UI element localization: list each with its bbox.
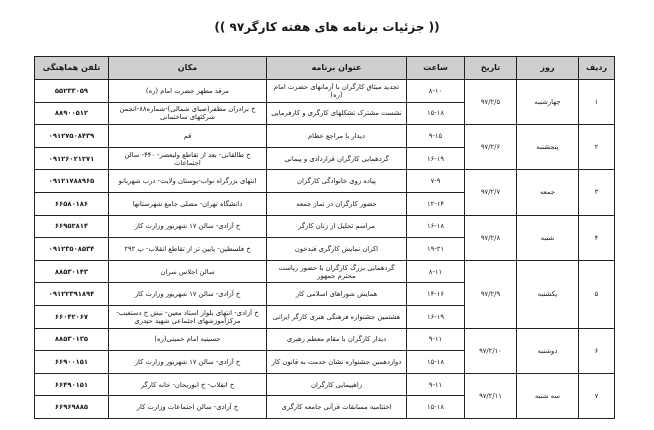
phone-cell: ۰۹۱۲۶۰۲۱۲۷۱: [35, 147, 109, 170]
place-cell: انتهای بزرگراه نواب-بوستان ولایت- درب شهربانو: [109, 170, 267, 193]
program-cell: اختتامیه مسابقات قرآنی جامعه کارگری: [267, 396, 407, 419]
phone-cell: ۶۶۵۸۰۱۸۶: [35, 192, 109, 215]
header-idx: ردیف: [579, 57, 615, 80]
program-cell: تجدید میثاق کارگران با آرمانهای حضرت امام (ره): [267, 80, 407, 103]
phone-cell: ۶۶۰۴۲۰۶۷: [35, 305, 109, 328]
time-cell: ۱۵-۱۸: [407, 396, 465, 419]
phone-cell: ۶۶۹۵۲۸۱۴: [35, 215, 109, 238]
page-title: (( جزئیات برنامه های هفته کارگر۹۷ )): [214, 20, 440, 34]
program-cell: دیدار کارگران با مقام معظم رهبری: [267, 328, 407, 351]
row-index: ۶: [579, 328, 615, 373]
day-cell: جمعه: [517, 170, 579, 215]
time-cell: ۹-۱۱: [407, 328, 465, 351]
phone-cell: ۰۹۱۲۲۳۹۱۸۹۴: [35, 283, 109, 306]
phone-cell: ۶۶۴۹۰۱۵۱: [35, 373, 109, 396]
phone-cell: ۸۸۵۳۰۱۳۵: [35, 328, 109, 351]
row-index: ۲: [579, 125, 615, 170]
row-index: ۷: [579, 373, 615, 418]
row-index: ۵: [579, 260, 615, 328]
day-cell: یکشنبه: [517, 260, 579, 328]
time-cell: ۸-۱۰: [407, 80, 465, 103]
place-cell: خ آزادی- سالن ۱۷ شهریور وزارت کار: [109, 351, 267, 374]
phone-cell: ۰۹۱۲۷۵۰۸۴۳۹: [35, 125, 109, 148]
program-cell: دیدار با مراجع عظام: [267, 125, 407, 148]
day-cell: شنبه: [517, 215, 579, 260]
program-cell: راهپیمایی کارگران: [267, 373, 407, 396]
program-cell: اکران نمایش کارگری قندخون: [267, 238, 407, 261]
place-cell: قم: [109, 125, 267, 148]
phone-cell: ۰۹۱۲۳۵۰۸۵۳۴: [35, 238, 109, 261]
time-cell: ۱۶-۱۹: [407, 147, 465, 170]
schedule-body: [35, 80, 615, 419]
date-cell: ۹۷/۲/۶: [465, 125, 517, 170]
date-cell: ۹۷/۲/۱۰: [465, 328, 517, 373]
time-cell: ۱۴-۱۶: [407, 283, 465, 306]
program-cell: گردهمایی بزرگ کارگران با حضور ریاست محترم جمهور: [267, 260, 407, 283]
place-cell: خ فلسطین- پایین تر از تقاطع انقلاب- پ ۲۹۲: [109, 238, 267, 261]
header-date: تاریخ: [465, 57, 517, 80]
day-cell: چهارشنبه: [517, 80, 579, 125]
table-row: [35, 373, 615, 396]
place-cell: خ آزادی- سالن ۱۷ شهریور وزارت کار: [109, 215, 267, 238]
date-cell: ۹۷/۲/۷: [465, 170, 517, 215]
place-cell: خ برادران مظفر(صبای شمالی)-شماره۸۸-انجمن شرکتهای ساختمانی: [109, 102, 267, 125]
place-cell: خ طالقانی- بعد از تقاطع ولیعصر- ۴۴۰- سالن اجتماعات: [109, 147, 267, 170]
phone-cell: ۶۶۹۶۹۸۸۵: [35, 396, 109, 419]
header-day: روز: [517, 57, 579, 80]
row-index: ۳: [579, 170, 615, 215]
place-cell: سالن اجلاس سران: [109, 260, 267, 283]
time-cell: ۱۵-۱۸: [407, 102, 465, 125]
row-index: ۴: [579, 215, 615, 260]
place-cell: خ آزادی- انتهای بلوار استاد معین- نبش خ دستغیب- مرکزآموزشهای اجتماعی شهید حیدری: [109, 305, 267, 328]
date-cell: ۹۷/۲/۱۱: [465, 373, 517, 418]
day-cell: پنجشنبه: [517, 125, 579, 170]
program-cell: پیاده روی خانوادگی کارگران: [267, 170, 407, 193]
phone-cell: ۸۸۵۳۰۱۴۳: [35, 260, 109, 283]
program-cell: مراسم تجلیل از زنان کارگر: [267, 215, 407, 238]
table-row: [35, 170, 615, 193]
date-cell: ۹۷/۲/۵: [465, 80, 517, 125]
program-cell: گردهمایی کارگران قراردادی و پیمانی: [267, 147, 407, 170]
date-cell: ۹۷/۲/۹: [465, 260, 517, 328]
place-cell: خ آزادی- سالن ۱۷ شهریور وزارت کار: [109, 283, 267, 306]
table-row: [35, 260, 615, 283]
program-cell: نشست مشترک تشکلهای کارگری و کارفرمایی: [267, 102, 407, 125]
table-row: [35, 125, 615, 148]
header-phone: تلفن هماهنگی: [35, 57, 109, 80]
phone-cell: ۰۹۱۲۱۷۸۸۹۶۵: [35, 170, 109, 193]
place-cell: دانشگاه تهران- مصلی جامع شهرستانها: [109, 192, 267, 215]
phone-cell: ۵۵۲۳۳۰۵۹: [35, 80, 109, 103]
day-cell: دوشنبه: [517, 328, 579, 373]
place-cell: خ انقلاب- خ ابوریحان- خانه کارگر: [109, 373, 267, 396]
program-cell: همایش شوراهای اسلامی کار: [267, 283, 407, 306]
header-place: مکان: [109, 57, 267, 80]
program-cell: هشتمین جشنواره فرهنگی هنری کارگر ایرانی: [267, 305, 407, 328]
day-cell: سه شنبه: [517, 373, 579, 418]
phone-cell: ۸۸۹۰۰۵۱۲: [35, 102, 109, 125]
time-cell: ۱۵-۱۸: [407, 351, 465, 374]
row-index: ۱: [579, 80, 615, 125]
date-cell: ۹۷/۲/۸: [465, 215, 517, 260]
header-program: عنوان برنامه: [267, 57, 407, 80]
header-time: ساعت: [407, 57, 465, 80]
place-cell: خ آزادی- سالن اجتماعات وزارت کار: [109, 396, 267, 419]
table-row: [35, 328, 615, 351]
header-row: [35, 57, 615, 80]
place-cell: حسینیه امام خمینی(ره): [109, 328, 267, 351]
time-cell: ۷-۹: [407, 170, 465, 193]
time-cell: ۹-۱۵: [407, 125, 465, 148]
time-cell: ۱۶-۱۹: [407, 305, 465, 328]
time-cell: ۱۹-۲۱: [407, 238, 465, 261]
program-cell: دوازدهمین جشنواره نشان خدمت به قانون کار: [267, 351, 407, 374]
place-cell: مرقد مطهر حضرت امام (ره): [109, 80, 267, 103]
table-row: [35, 215, 615, 238]
time-cell: ۸-۱۱: [407, 260, 465, 283]
phone-cell: ۶۶۹۰۰۱۵۱: [35, 351, 109, 374]
time-cell: ۱۶-۱۸: [407, 215, 465, 238]
table-row: [35, 80, 615, 103]
time-cell: ۱۲-۱۴: [407, 192, 465, 215]
time-cell: ۹-۱۱: [407, 373, 465, 396]
schedule-table: [34, 56, 615, 419]
program-cell: حضور کارگران در نماز جمعه: [267, 192, 407, 215]
